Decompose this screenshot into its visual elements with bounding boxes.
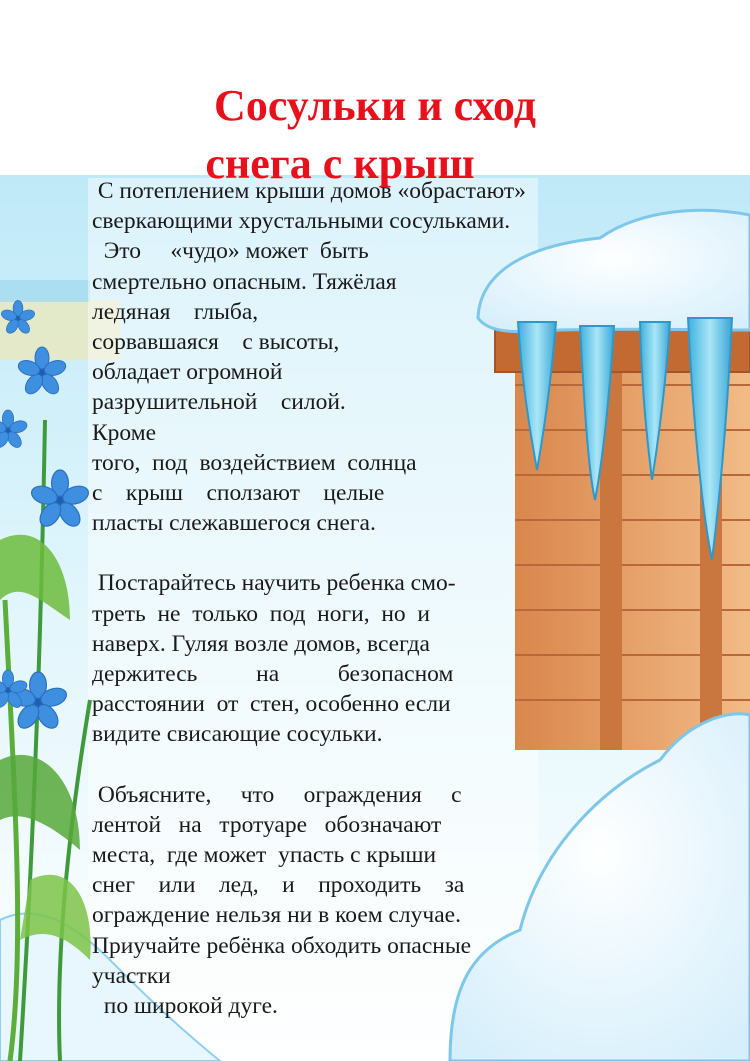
text-line: пласты слежавшегося снега.: [92, 510, 376, 537]
text-line: ограждение нельзя ни в коем случае.: [92, 902, 461, 929]
title-line-2: снега с крыш: [205, 139, 475, 189]
title-line-1: Сосульки и сход: [214, 81, 536, 131]
text-line: С потеплением крыши домов «обрастают»: [92, 178, 526, 204]
text-line: по широкой дуге.: [92, 993, 278, 1020]
text-line: обладает огромной: [92, 359, 283, 386]
text-line: лентой на тротуаре обозначают: [92, 811, 442, 838]
text-line: сверкающими хрустальными сосульками.: [92, 208, 511, 235]
text-line: расстоянии от стен, особенно если: [92, 691, 451, 718]
text-line: держитесь на безопасном: [92, 661, 454, 688]
text-line: с крыш сползают целые: [92, 480, 385, 507]
text-line: Постарайтесь научить ребенка смо-: [92, 570, 456, 597]
text-line: Кроме: [92, 419, 157, 446]
text-line: наверх. Гуляя возле домов, всегда: [92, 630, 430, 657]
paragraph-gap: [92, 750, 534, 780]
paragraph-barriers: [92, 780, 534, 1022]
text-line: участки: [92, 962, 171, 989]
paragraph-icicles-danger: [92, 176, 534, 538]
text-line: сорвавшаяся с высоты,: [92, 329, 340, 356]
text-line: видите свисающие сосульки.: [92, 721, 383, 748]
text-line: снег или лед, и проходить за: [92, 872, 465, 899]
paragraph-gap: [92, 538, 534, 568]
text-line: Это «чудо» может быть: [92, 238, 369, 265]
text-line: разрушительной силой.: [92, 389, 346, 416]
text-line: Приучайте ребёнка обходить опасные: [92, 932, 472, 959]
text-line: места, где может упасть с крыши: [92, 842, 437, 869]
paragraph-look-up: [92, 568, 534, 749]
text-line: того, под воздействием солнца: [92, 449, 417, 476]
body-text: [92, 176, 534, 1021]
text-line: ледяная глыба,: [92, 298, 259, 325]
text-line: смертельно опасным. Тяжёлая: [92, 268, 397, 295]
distant-water: [0, 280, 90, 302]
text-line: треть не только под ноги, но и: [92, 600, 430, 627]
text-line: Объясните, что ограждения с: [92, 781, 462, 808]
